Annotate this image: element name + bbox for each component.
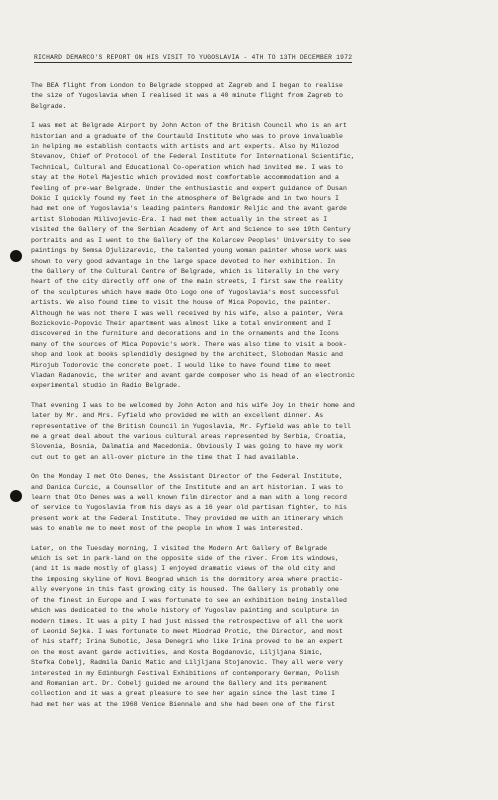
text-line: portraits and as I went to the Gallery of the Kolarcev Peoples' University to see: [31, 236, 351, 244]
text-line: modern times. It was a pity I had just missed the retrospective of all the work: [31, 617, 343, 625]
text-line: later by Mr. and Mrs. Fyfield who provided me with an excellent dinner. As: [31, 412, 324, 420]
paragraph: [31, 121, 476, 392]
text-line: the imposing skyline of Novi Beograd which is the dormitory area where practic-: [31, 575, 343, 583]
report-heading: RICHARD DEMARCO'S REPORT ON HIS VISIT TO YUGOSLAVIA - 4TH TO 13TH DECEMBER 1972: [34, 54, 353, 61]
text-line: Later, on the Tuesday morning, I visited the Modern Art Gallery of Belgrade: [31, 544, 328, 552]
text-line: Dokic I quickly found my feet in the atmosphere of Belgrade and in two hours I: [31, 195, 340, 203]
text-line: artist Slobodan Milivojevic-Era. I had met them actually in the street as I: [31, 215, 328, 223]
text-line: had met one of Yugoslavia's leading painters Randomir Reljic and the avant garde: [31, 205, 347, 213]
text-line: ally everyone in this fast growing city is housed. The Gallery is probably one: [31, 586, 340, 594]
text-line: and Danica Curcic, a Counsellor of the Institute and an art historian. I was to: [31, 483, 343, 491]
text-line: (and it is made mostly of glass) I enjoyed dramatic views of the old city and: [31, 565, 336, 573]
text-line: On the Monday I met Oto Denes, the Assistant Director of the Federal Institute,: [31, 473, 343, 481]
text-line: artists. We also found time to visit the house of Mica Popovic, the painter.: [31, 299, 332, 307]
text-line: in helping me establish contacts with artists and art experts. Also by Milozod: [31, 143, 340, 151]
punch-hole-lower: [10, 490, 22, 502]
text-line: Mirojub Todorovic the concrete poet. I would like to have found time to meet: [31, 361, 332, 369]
text-line: of the finest in Europe and I was fortunate to see an exhibition being installed: [31, 596, 347, 604]
text-line: feeling of pre-war Belgrade. Under the enthusiastic and expert guidance of Dusan: [31, 184, 347, 192]
paragraph: [31, 401, 476, 463]
text-line: learn that Oto Denes was a well known film director and a man with a long record: [31, 494, 347, 502]
text-line: had met her was at the 1968 Venice Biennale and she had been one of the first: [31, 700, 336, 708]
paragraph: [31, 472, 476, 534]
text-line: Slovenia, Bosnia, Dalmatia and Macedonia. Obviously I was going to have my work: [31, 443, 343, 451]
text-line: Bozickovic-Popovic Their apartment was almost like a total environment and I: [31, 319, 332, 327]
text-line: Technical, Cultural and Educational Co-operation which had invited me. I was to: [31, 163, 343, 171]
text-line: the Gallery of the Cultural Centre of Belgrade, which is literally in the very: [31, 267, 340, 275]
text-line: on the most avant garde activities, and Kosta Bogdanovic, Liljljana Simic,: [31, 648, 324, 656]
text-line: I was met at Belgrade Airport by John Acton of the British Council who is an art: [31, 122, 347, 130]
text-line: cut out to get an all-over picture in the time that I had available.: [31, 453, 300, 461]
text-line: interested in my Edinburgh Festival Exhibitions of contemporary German, Polish: [31, 669, 340, 677]
paragraph: [31, 544, 476, 711]
text-line: of his staff; Irina Subotic, Jesa Denegri who like Irina proved to be an expert: [31, 638, 343, 646]
paragraph: [31, 81, 476, 112]
text-line: Belgrade.: [31, 102, 67, 110]
text-line: of service to Yugoslavia from his days as a 16 year old partisan fighter, to his: [31, 504, 347, 512]
text-line: historian and a graduate of the Courtauld Institute who was to prove invaluable: [31, 132, 343, 140]
text-line: present work at the Federal Institute. They provided me with an itinerary which: [31, 514, 343, 522]
text-line: shop and look at books splendidly designed by the architect, Slobodan Masic and: [31, 351, 343, 359]
text-line: Stefka Cobelj, Radmila Danic Matic and Liljljana Stojanovic. They all were very: [31, 659, 343, 667]
text-line: shown to very good advantage in the large space devoted to her exhibition. In: [31, 257, 336, 265]
text-line: which was dedicated to the whole history of Yugoslav painting and sculpture in: [31, 607, 340, 615]
text-line: Stevanov, Chief of Protocol of the Federal Institute for International Scientific,: [31, 153, 355, 161]
text-line: of Leonid Sejka. I was fortunate to meet Miodrad Protic, the Director, and most: [31, 627, 343, 635]
text-line: which is set in park-land on the opposite side of the river. From its windows,: [31, 555, 340, 563]
text-line: and Romanian art. Dr. Cobelj guided me around the Gallery and its permanent: [31, 679, 328, 687]
text-line: was to enable me to meet most of the people in whom I was interested.: [31, 525, 304, 533]
text-line: me a great deal about the various cultural areas represented by Serbia, Croatia,: [31, 433, 347, 440]
text-line: Vladan Radanovic, the writer and avant garde composer who is head of an electronic: [31, 371, 355, 379]
text-line: The BEA flight from London to Belgrade stopped at Zagreb and I began to realise: [31, 82, 343, 89]
text-line: collection and it was a great pleasure to see her again since the last time I: [31, 690, 336, 698]
text-line: visited the Gallery of the Serbian Academy of Art and Science to see 19th Century: [31, 226, 351, 234]
text-line: experimental studio in Radio Belgrade.: [31, 382, 182, 390]
text-line: discovered in the furniture and decorations and in the ornaments and the Icons: [31, 330, 340, 338]
report-body: [31, 81, 476, 710]
text-line: the size of Yugoslavia when I realised it was a 40 minute flight from Zagreb to: [31, 92, 343, 100]
text-line: Although he was not there I was well received by his wife, also a painter, Vera: [31, 309, 343, 317]
text-line: heart of the city directly off one of the main streets, I first saw the reality: [31, 278, 343, 286]
text-line: of the sculptures which have made Oto Logo one of Yugoslavia's most successful: [31, 288, 340, 296]
punch-hole-upper: [10, 250, 22, 262]
text-line: That evening I was to be welcomed by John Acton and his wife Joy in their home and: [31, 401, 355, 409]
text-line: stay at the Hotel Majestic which provided most comfortable accommodation and a: [31, 174, 340, 182]
text-line: paintings by Semsa Djulizarevic, the talented young woman painter whose work was: [31, 247, 347, 255]
text-line: many of the sources of Mica Popovic's work. There was also time to visit a book-: [31, 340, 347, 348]
text-line: representative of the British Council in Yugoslavia, Mr. Fyfield was able to tell: [31, 422, 351, 430]
